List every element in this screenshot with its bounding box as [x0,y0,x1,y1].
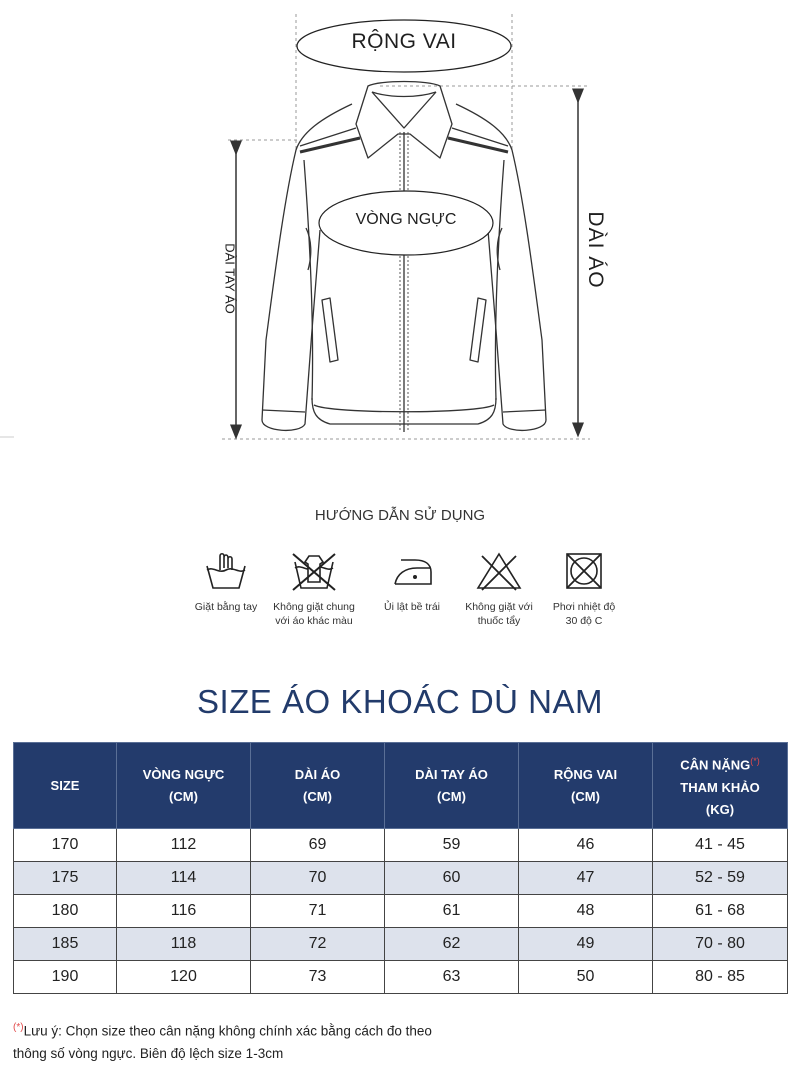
care-item-dry [529,550,639,628]
header-length: DÀI ÁO (CM) [251,743,385,829]
cell-length: 71 [251,895,385,928]
cell-sleeve: 59 [385,829,519,862]
cell-shoulder: 49 [519,928,653,961]
cell-size: 180 [14,895,117,928]
footnote-line2: thông số vòng ngực. Biên độ lệch size 1-3cm [13,1045,284,1061]
table-row [14,928,788,961]
footnote-line1: Lưu ý: Chọn size theo cân nặng không chính xác bằng cách đo theo [23,1023,432,1039]
cell-length: 73 [251,961,385,994]
cell-shoulder: 46 [519,829,653,862]
sleeve-length-label: DÀI TAY ÁO [222,243,238,314]
cell-chest: 116 [117,895,251,928]
cell-weight: 80 - 85 [653,961,788,994]
footnote-marker: (*) [13,1022,24,1033]
iron-reverse-icon [387,550,437,592]
cell-shoulder: 47 [519,862,653,895]
care-text-line1: Không giặt chung [273,601,355,613]
care-text-line1: Không giặt với [465,601,533,613]
cell-weight: 61 - 68 [653,895,788,928]
header-sleeve: DÀI TAY ÁO (CM) [385,743,519,829]
cell-sleeve: 61 [385,895,519,928]
length-label: DÀI ÁO [584,211,607,289]
care-text-line1: Giặt bằng tay [194,601,258,613]
cell-sleeve: 63 [385,961,519,994]
care-text-line1: Phơi nhiệt độ [552,601,616,613]
cell-sleeve: 60 [385,862,519,895]
hand-wash-icon [201,550,251,592]
chest-label: VÒNG NGỰC [355,211,457,228]
header-shoulder: RỘNG VAI (CM) [519,743,653,829]
cell-weight: 41 - 45 [653,829,788,862]
cell-size: 175 [14,862,117,895]
cell-length: 70 [251,862,385,895]
cell-size: 170 [14,829,117,862]
cell-size: 190 [14,961,117,994]
dry-30-icon [559,550,609,592]
cell-chest: 112 [117,829,251,862]
table-header-row [14,743,788,829]
header-size: SIZE [14,743,117,829]
jacket-drawing [0,0,800,460]
care-text-line1: Ủi lật bề trái [383,601,441,613]
cell-sleeve: 62 [385,928,519,961]
care-instructions-title: HƯỚNG DẪN SỬ DỤNG [314,507,486,524]
cell-size: 185 [14,928,117,961]
table-row [14,895,788,928]
cell-shoulder: 50 [519,961,653,994]
care-text-line2: 30 độ C [565,615,603,627]
size-chart-title: SIZE ÁO KHOÁC DÙ NAM [196,683,604,720]
cell-chest: 120 [117,961,251,994]
care-text-line2: thuốc tẩy [477,615,521,627]
cell-shoulder: 48 [519,895,653,928]
footnote [13,1017,573,1065]
header-weight: CÂN NẶNG(*) THAM KHẢO (KG) [653,743,788,829]
jacket-measurement-diagram [0,0,800,460]
cell-length: 69 [251,829,385,862]
table-row [14,961,788,994]
header-chest: VÒNG NGỰC (CM) [117,743,251,829]
care-text-line2: với áo khác màu [275,615,353,627]
cell-chest: 114 [117,862,251,895]
cell-weight: 52 - 59 [653,862,788,895]
cell-chest: 118 [117,928,251,961]
jacket-outline [262,82,546,433]
footnote-marker: (*) [750,756,760,767]
table-row [14,829,788,862]
size-chart-table [13,742,788,994]
table-row [14,862,788,895]
care-item-no-mixed-wash [259,550,369,628]
cell-length: 72 [251,928,385,961]
no-bleach-icon [474,550,524,592]
no-mixed-color-wash-icon [289,550,339,592]
cell-weight: 70 - 80 [653,928,788,961]
shoulder-width-label: RỘNG VAI [351,30,457,53]
